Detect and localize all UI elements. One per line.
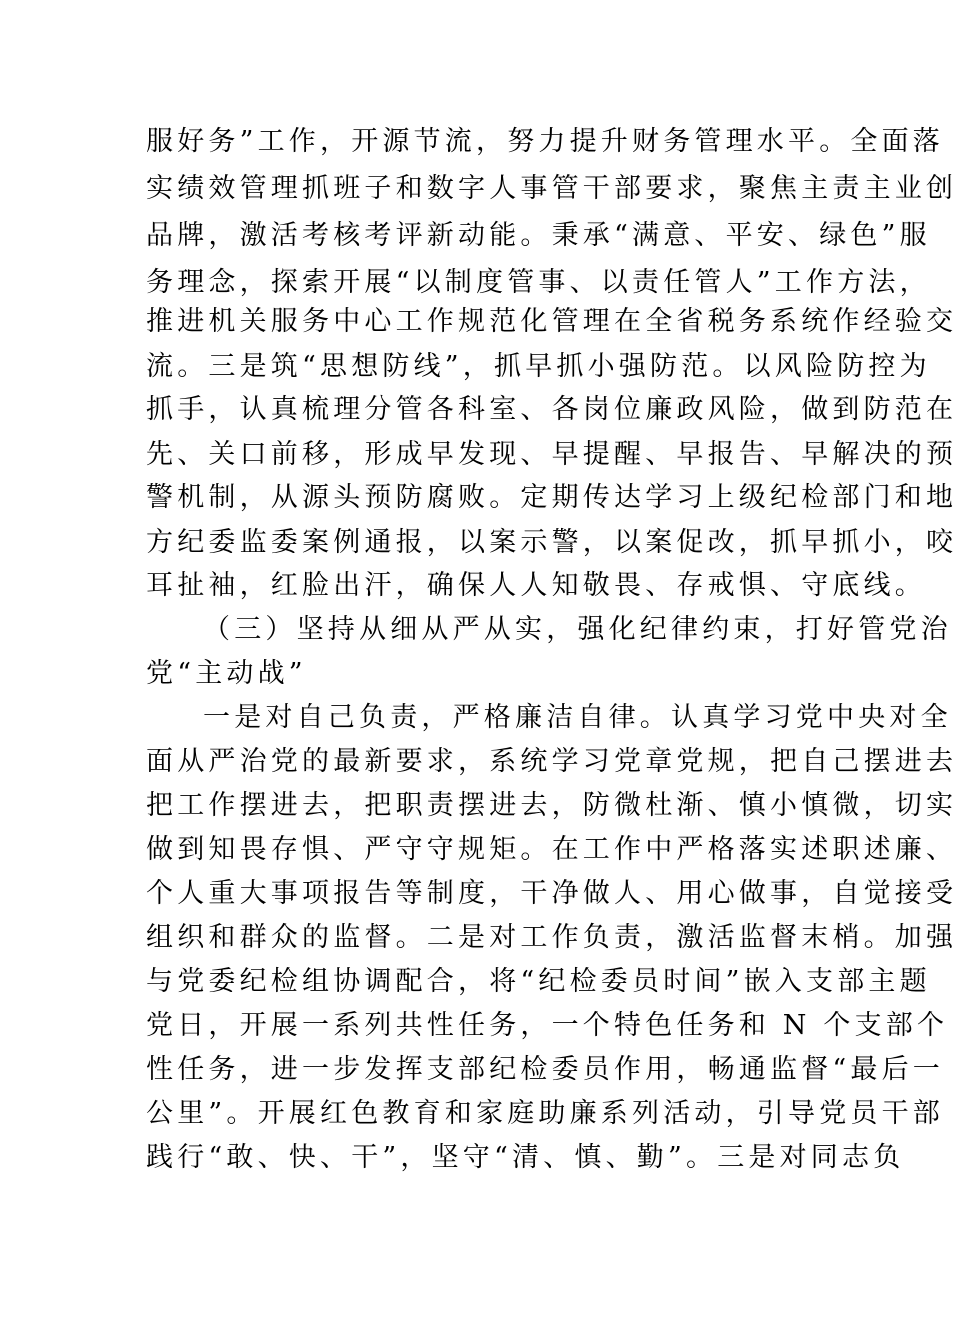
text-line: 与党委纪检组协调配合，将“纪检委员时间”嵌入支部主题 bbox=[146, 966, 931, 997]
text-line: 面从严治党的最新要求，系统学习党章党规，把自己摆进去 bbox=[146, 746, 957, 777]
text-line: 先、关口前移，形成早发现、早提醒、早报告、早解决的预 bbox=[146, 439, 957, 470]
text-line: 推进机关服务中心工作规范化管理在全省税务系统作经验交 bbox=[146, 306, 957, 337]
text-line: 践行“敢、快、干”，坚守“清、慎、勤”。三是对同志负 bbox=[146, 1142, 905, 1173]
text-line: 警机制，从源头预防腐败。定期传达学习上级纪检部门和地 bbox=[146, 482, 957, 513]
text-line: 服好务”工作，开源节流，努力提升财务管理水平。全面落 bbox=[146, 126, 945, 157]
text-line: 个人重大事项报告等制度，干净做人、用心做事，自觉接受 bbox=[146, 878, 957, 909]
text-line: 做到知畏存惧、严守守规矩。在工作中严格落实述职述廉、 bbox=[146, 834, 957, 865]
text-line: 流。三是筑“思想防线”，抓早抓小强防范。以风险防控为 bbox=[146, 351, 931, 382]
text-line: 品牌，激活考核考评新动能。秉承“满意、平安、绿色”服 bbox=[146, 220, 931, 251]
text-line: 务理念，探索开展“以制度管事、以责任管人”工作方法， bbox=[146, 267, 931, 298]
text-line: 组织和群众的监督。二是对工作负责，激活监督末梢。加强 bbox=[146, 922, 957, 953]
text-line: 实绩效管理抓班子和数字人事管干部要求，聚焦主责主业创 bbox=[146, 173, 957, 204]
text-line: 方纪委监委案例通报，以案示警，以案促改，抓早抓小，咬 bbox=[146, 527, 957, 558]
section-heading-continued: 党“主动战” bbox=[146, 658, 307, 689]
text-line: 耳扯袖，红脸出汗，确保人人知敬畏、存戒惧、守底线。 bbox=[146, 570, 926, 601]
section-heading: （三）坚持从细从严从实，强化纪律约束，打好管党治 bbox=[203, 614, 952, 645]
text-line: 一是对自己负责，严格廉洁自律。认真学习党中央对全 bbox=[203, 702, 952, 733]
text-line: 把工作摆进去，把职责摆进去，防微杜渐、慎小慎微，切实 bbox=[146, 790, 957, 821]
text-line: 公里”。开展红色教育和家庭助廉系列活动，引导党员干部 bbox=[146, 1098, 945, 1129]
text-line: 党日，开展一系列共性任务，一个特色任务和 N 个支部个 bbox=[146, 1010, 949, 1041]
text-line: 抓手，认真梳理分管各科室、各岗位廉政风险，做到防范在 bbox=[146, 394, 957, 425]
text-line: 性任务，进一步发挥支部纪检委员作用，畅通监督“最后一 bbox=[146, 1054, 945, 1085]
